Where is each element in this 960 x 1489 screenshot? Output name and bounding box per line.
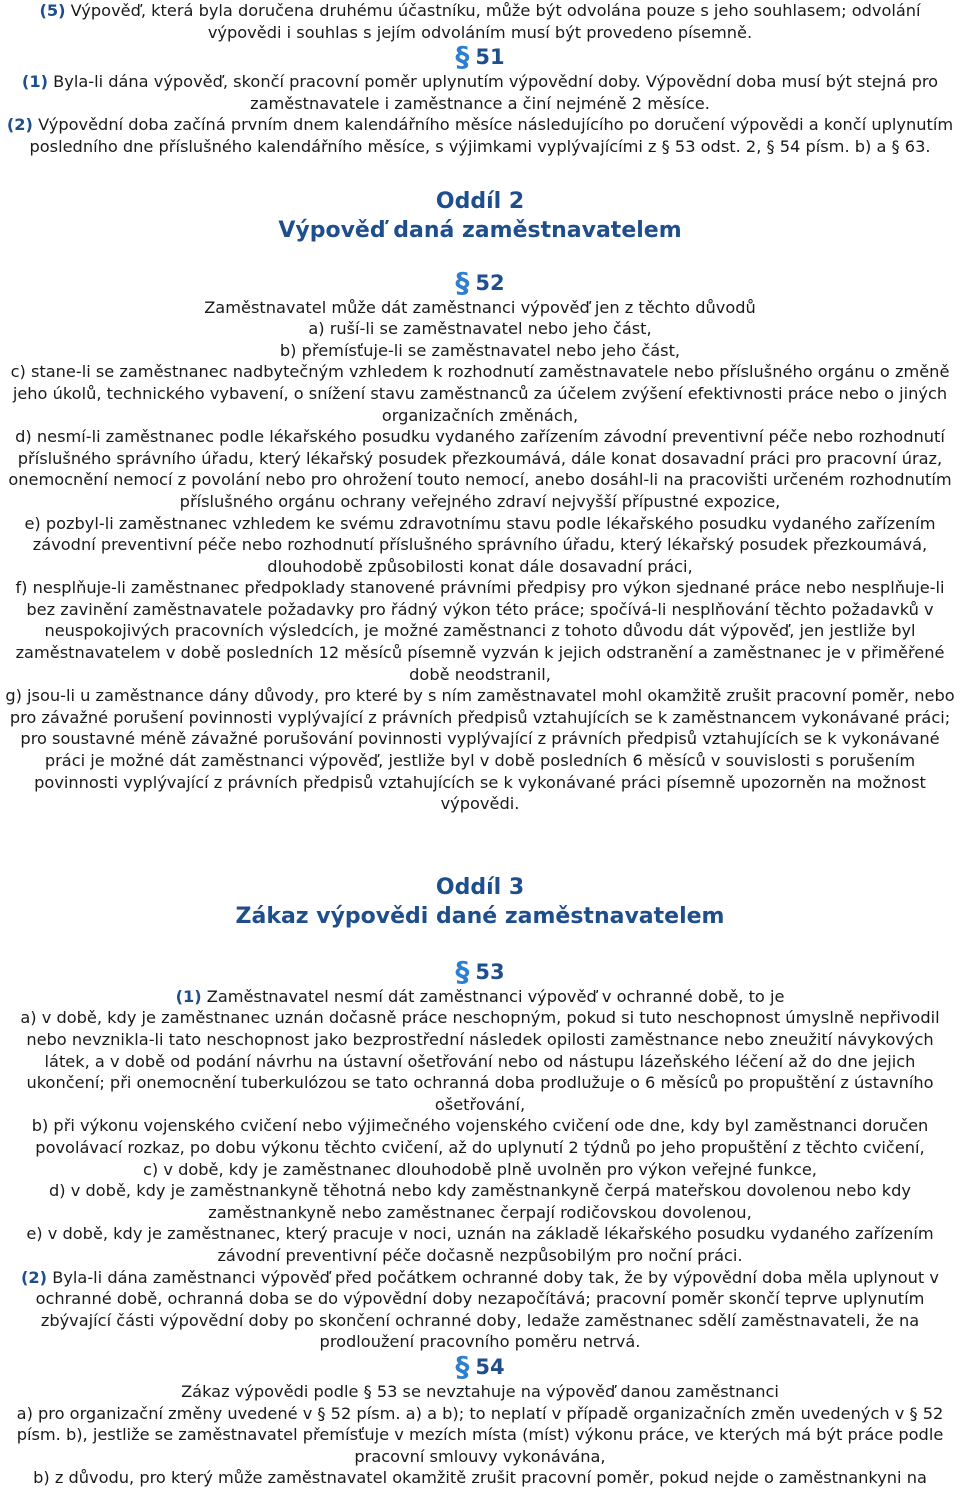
section-sign-icon: § <box>455 265 470 299</box>
reason-g: g) jsou-li u zaměstnance dány důvody, pro které by s ním zaměstnavatel mohl okamžitě zrušit pracovní poměr, nebo pro závažné porušení povinnosti vyplývající z právních předpisů vztahujících se k zaměstnancem vykonávané práci; pro soustavné méně závažné porušování povinnosti vyplývající z právních předpisů vztahujících se k vykonávané práci je možné dát zaměstnanci výpověď, jestliže byl v době posledních 6 měsíců v souvislosti s porušením povinnosti vyplývající z právních předpisů vztahujících se k vykonávané práci písemně upozorněn na možnost výpovědi. <box>5 686 955 814</box>
paragraph-text: Zaměstnavatel nesmí dát zaměstnanci výpověď v ochranné době, to je <box>206 986 785 1006</box>
paragraph-text: Byla-li dána zaměstnanci výpověď před počátkem ochranné doby tak, že by výpovědní doba měla uplynout v ochranné době, ochranná doba se do výpovědní doby nezapočítává; pracovní poměr skončí teprve uplynutím zbývající části výpovědní doby po skončení ochranné doby, ledaže zaměstnanec sdělí zaměstnavateli, že na prodloužení pracovního poměru netrvá. <box>35 1267 939 1352</box>
paragraph-text: Výpověď, která byla doručena druhému účastníku, může být odvolána pouze s jeho souhlasem; odvolání výpovědi i souhlas s jejím odvoláním musí být provedeno písemně. <box>70 1 921 42</box>
part-subtitle: Zákaz výpovědi dané zaměstnavatelem <box>235 903 725 929</box>
section-number: 53 <box>475 959 505 984</box>
spacer <box>4 931 956 958</box>
section-54-heading <box>4 1349 956 1383</box>
section-54-intro: Zákaz výpovědi podle § 53 se nevztahuje na výpověď danou zaměstnanci <box>181 1381 779 1401</box>
paragraph-number: (1) <box>175 986 202 1006</box>
paragraph-51-2 <box>4 114 956 157</box>
reason-a: a) ruší-li se zaměstnavatel nebo jeho část, <box>308 319 652 339</box>
part-title: Oddíl 3 <box>435 874 525 900</box>
section-number: 51 <box>475 45 505 70</box>
section-number: 54 <box>475 1354 505 1379</box>
section-52-intro: Zaměstnavatel může dát zaměstnanci výpověď jen z těchto důvodů <box>204 297 756 317</box>
reason-c: c) stane-li se zaměstnanec nadbytečným vzhledem k rozhodnutí zaměstnavatele nebo příslušného orgánu o změně jeho úkolů, technického vybavení, o snížení stavu zaměstnanců za účelem zvýšení efektivnosti práce nebo o jiných organizačních změnách, <box>10 362 950 425</box>
section-number: 52 <box>475 270 505 295</box>
reason-b: b) přemísťuje-li se zaměstnavatel nebo jeho část, <box>279 340 681 360</box>
paragraph-53-2 <box>4 1267 956 1353</box>
protection-e: e) v době, kdy je zaměstnanec, který pracuje v noci, uznán na základě lékařského posudku vydaného zařízením závodní preventivní péče dočasně nezpůsobilým pro noční práci. <box>26 1224 934 1265</box>
reason-f: f) nesplňuje-li zaměstnanec předpoklady stanovené právními předpisy pro výkon sjednané práce nebo nesplňuje-li bez zavinění zaměstnavatele požadavky pro řádný výkon této práce; spočívá-li nesplňování těchto požadavků v neuspokojivých pracovních výsledcích, je možné zaměstnanci z tohoto důvodu dát výpověď, jen jestliže byl zaměstnavatelem v době posledních 12 měsíců písemně vyzván k jejich odstranění a zaměstnanec je v přiměřené době neodstranil, <box>15 578 945 684</box>
paragraph-51-5 <box>4 0 956 43</box>
exception-a: a) pro organizační změny uvedené v § 52 písm. a) a b); to neplatí v případě organizačních změn uvedených v § 52 písm. b), jestliže se zaměstnavatel přemísťuje v mezích místa (míst) výkonu práce, ve kterých má být práce podle pracovní smlouvy vykonávána, <box>16 1403 944 1466</box>
spacer <box>4 158 956 187</box>
paragraph-number: (2) <box>6 115 33 135</box>
section-sign-icon: § <box>455 40 470 74</box>
paragraph-number: (2) <box>21 1267 48 1287</box>
section-sign-icon: § <box>455 1349 470 1383</box>
protection-c: c) v době, kdy je zaměstnanec dlouhodobě plně uvolněn pro výkon veřejné funkce, <box>143 1159 817 1179</box>
spacer <box>4 815 956 873</box>
part-subtitle: Výpověď daná zaměstnavatelem <box>278 217 682 243</box>
section-53-heading <box>4 954 956 988</box>
paragraph-number: (1) <box>21 72 48 92</box>
section-51-heading <box>4 40 956 74</box>
paragraph-number: (5) <box>39 1 66 20</box>
protection-a: a) v době, kdy je zaměstnanec uznán dočasně práce neschopným, pokud si tuto neschopnost úmyslně nepřivodil nebo nevznikla-li tato neschopnost jako bezprostřední následek opilosti zaměstnance nebo zneužití návykových látek, a v době od podání návrhu na ústavní ošetřování nebo od nástupu lázeňského léčení až do dne jejich ukončení; při onemocnění tuberkulózou se tato ochranná doba prodlužuje o 6 měsíců po propuštění z ústavního ošetřování, <box>20 1008 940 1114</box>
section-52-heading <box>4 265 956 299</box>
reason-d: d) nesmí-li zaměstnanec podle lékařského posudku vydaného zařízením závodní preventivní péče nebo rozhodnutí příslušného správního úřadu, který lékařský posudek přezkoumává, dále konat dosavadní práci pro pracovní úraz, onemocnění nemocí z povolání nebo pro ohrožení touto nemocí, anebo dosáhl-li na pracovišti určeném rozhodnutím příslušného orgánu ochrany veřejného zdraví nejvyšší přípustné expozice, <box>8 427 952 511</box>
part-title: Oddíl 2 <box>435 188 525 214</box>
protection-b: b) při výkonu vojenského cvičení nebo výjimečného vojenského cvičení ode dne, kdy byl zaměstnanci doručen povolávací rozkaz, po dobu výkonu těchto cvičení, až do uplynutí 2 týdnů po jeho propuštění z těchto cvičení, <box>31 1116 929 1157</box>
reason-e: e) pozbyl-li zaměstnanec vzhledem ke svému zdravotnímu stavu podle lékařského posudku vydaného zařízením závodní preventivní péče nebo rozhodnutí příslušného správního úřadu, který lékařský posudek přezkoumává, dlouhodobě způsobilosti konat dále dosavadní práci, <box>24 513 936 576</box>
section-sign-icon: § <box>455 954 470 988</box>
paragraph-51-1 <box>4 71 956 114</box>
spacer <box>4 245 956 269</box>
paragraph-text: Výpovědní doba začíná prvním dnem kalendářního měsíce následujícího po doručení výpovědi a končí uplynutím posledního dne příslušného kalendářního měsíce, s výjimkami vyplývajícími z § 53 odst. 2, § 54 písm. b) a § 63. <box>29 115 954 156</box>
exception-b: b) z důvodu, pro který může zaměstnavatel okamžitě zrušit pracovní poměr, pokud nejde o zaměstnankyni na <box>33 1468 927 1488</box>
protection-d: d) v době, kdy je zaměstnankyně těhotná nebo kdy zaměstnankyně čerpá mateřskou dovolenou nebo kdy zaměstnankyně nebo zaměstnanec čerpají rodičovskou dovolenou, <box>49 1181 911 1222</box>
paragraph-53-1 <box>4 986 956 1008</box>
paragraph-text: Byla-li dána výpověď, skončí pracovní poměr uplynutím výpovědní doby. Výpovědní doba musí být stejná pro zaměstnavatele i zaměstnance a činí nejméně 2 měsíce. <box>53 72 939 113</box>
